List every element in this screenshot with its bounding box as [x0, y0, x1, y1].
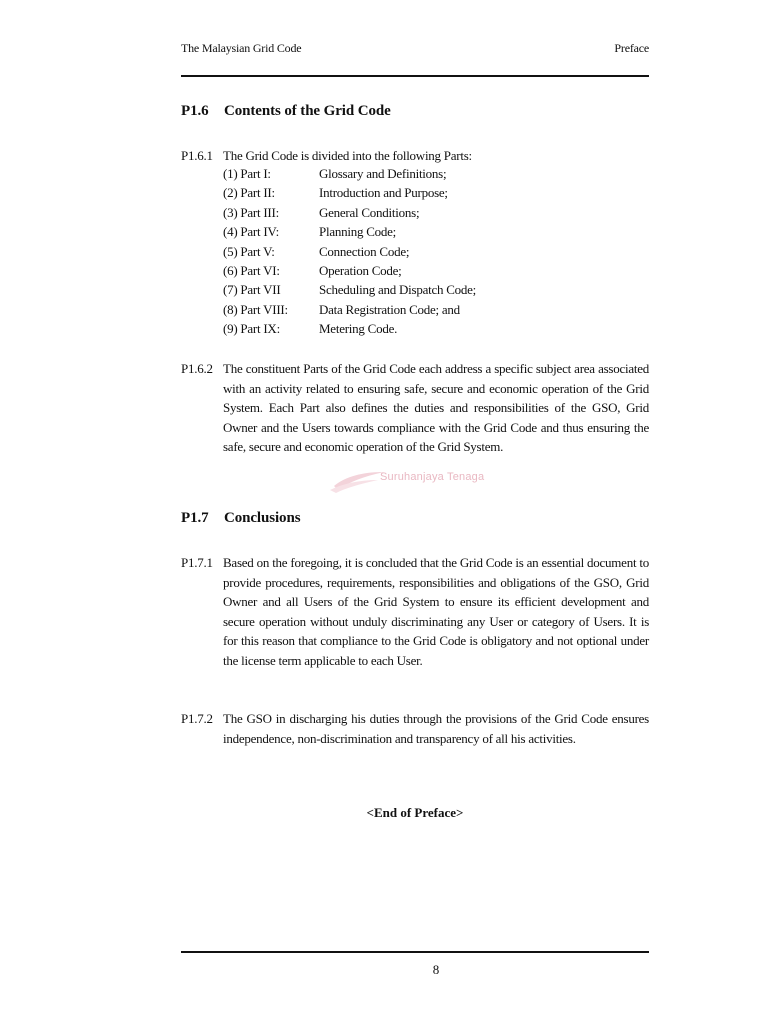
- watermark-text: Suruhanjaya Tenaga: [380, 471, 485, 483]
- section-heading-p1-6: [181, 103, 391, 120]
- paragraph-p1-7-1: [181, 553, 649, 670]
- part-name: Metering Code.: [319, 321, 398, 337]
- part-label: (8) Part VIII:: [223, 301, 288, 317]
- paragraph-number: P1.7.1: [181, 555, 213, 570]
- watermark-logo: [328, 466, 518, 494]
- part-name: Introduction and Purpose;: [319, 185, 448, 201]
- section-number: P1.7: [181, 510, 209, 526]
- part-label: (2) Part II:: [223, 185, 275, 201]
- part-name: Scheduling and Dispatch Code;: [319, 282, 477, 298]
- list-item: [223, 242, 476, 261]
- part-label: (6) Part VI:: [223, 262, 280, 278]
- header-title: The Malaysian Grid Code: [181, 41, 302, 55]
- section-title: Contents of the Grid Code: [224, 103, 391, 119]
- paragraph-p1-6-2: [181, 359, 649, 457]
- header-rule: [181, 75, 649, 77]
- part-label: (3) Part III:: [223, 204, 279, 220]
- section-heading-p1-7: [181, 510, 300, 527]
- part-label: (5) Part V:: [223, 243, 275, 259]
- paragraph-text: The constituent Parts of the Grid Code each address a specific subject area associated with an activity related to ensuring safe, secure and economic operation of the Grid System. Each Part also defines the duties and responsibilities of the GSO, Grid Owner and the Users towards compliance with the Grid Code and thus ensuring the safe, secure and economic operation of the Grid System.: [223, 361, 649, 454]
- part-name: General Conditions;: [319, 204, 420, 220]
- paragraph-text: The GSO in discharging his duties through the provisions of the Grid Code ensures independence, non-discrimination and transparency of all his activities.: [223, 711, 649, 746]
- part-label: (4) Part IV:: [223, 224, 279, 240]
- end-of-preface: <End of Preface>: [366, 805, 464, 820]
- part-name: Planning Code;: [319, 224, 397, 240]
- list-item: [223, 261, 476, 280]
- paragraph-number: P1.7.2: [181, 711, 213, 726]
- part-name: Data Registration Code; and: [319, 301, 460, 317]
- list-item: [223, 164, 476, 183]
- list-item: [223, 319, 476, 338]
- footer-rule: [181, 951, 649, 953]
- part-label: (7) Part VII: [223, 282, 281, 298]
- section-title: Conclusions: [224, 510, 301, 526]
- paragraph-p1-6-1: [181, 146, 472, 166]
- page-number: 8: [432, 962, 440, 977]
- watermark-swoosh-icon: [328, 466, 388, 494]
- list-item: [223, 280, 476, 299]
- part-name: Operation Code;: [319, 262, 402, 278]
- header-section: Preface: [614, 41, 649, 55]
- part-label: (9) Part IX:: [223, 321, 280, 337]
- list-item: [223, 222, 476, 241]
- paragraph-text: Based on the foregoing, it is concluded that the Grid Code is an essential document to provide procedures, requirements, responsibilities and obligations of the GSO, Grid Owner and all Users of the Grid System to ensure its efficient development and secure operation without unduly discriminating any User or category of Users. It is for this reason that compliance to the Grid Code is obligatory and not optional under the license term applicable to each User.: [223, 555, 649, 668]
- list-item: [223, 203, 476, 222]
- part-label: (1) Part I:: [223, 166, 271, 181]
- paragraph-text: The Grid Code is divided into the following Parts:: [223, 148, 472, 163]
- section-number: P1.6: [181, 103, 209, 119]
- paragraph-number: P1.6.2: [181, 361, 213, 376]
- paragraph-p1-7-2: [181, 709, 649, 748]
- paragraph-number: P1.6.1: [181, 148, 213, 163]
- parts-list: [223, 164, 476, 339]
- part-name: Glossary and Definitions;: [319, 166, 447, 181]
- part-name: Connection Code;: [319, 243, 410, 259]
- list-item: [223, 300, 476, 319]
- list-item: [223, 183, 476, 202]
